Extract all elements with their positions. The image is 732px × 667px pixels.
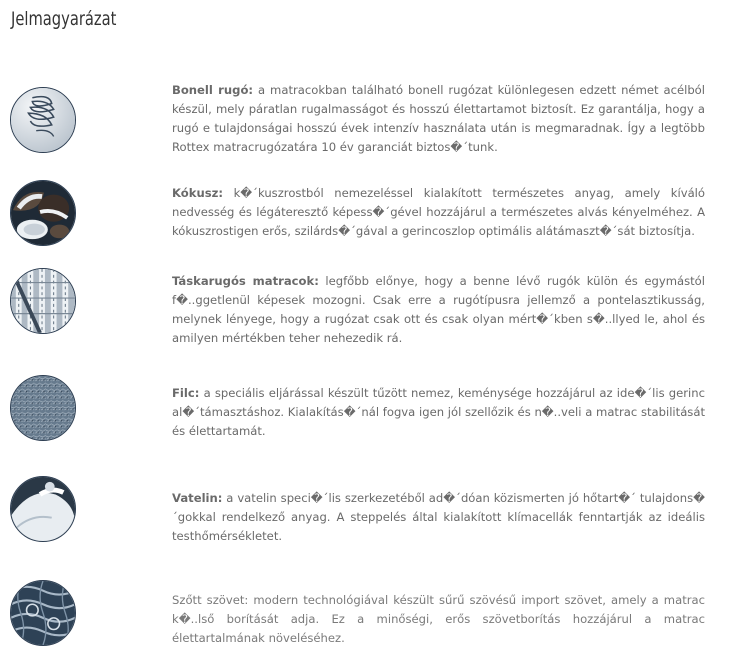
legend-term: Filc:	[172, 386, 200, 400]
legend-desc-szott-szovet	[172, 591, 705, 648]
spring-icon	[10, 87, 76, 153]
page-title: Jelmagyarázat	[11, 8, 117, 30]
woven-fabric-icon	[10, 580, 76, 646]
legend-term: Bonell rugó:	[172, 83, 254, 97]
legend-desc-bonell	[172, 81, 705, 157]
legend-desc-filc	[172, 384, 705, 441]
legend-desc-vatelin	[172, 489, 705, 546]
legend-term: Kókusz:	[172, 186, 223, 200]
pocket-spring-icon	[10, 268, 76, 334]
coconut-icon	[10, 180, 76, 246]
legend-text: k�´kuszrostból nemezeléssel kialakított természetes anyag, amely kíváló nedvesség és légáteresztő képess�´gével hozzájárul a természetes alvás kényelméhez. A kókuszrostigen erős, szilárds�´gával a gerincoszlop optimális alátámaszt�´sát biztosítja.	[172, 186, 705, 238]
legend-text: Szőtt szövet: modern technológiával készült sűrű szövésű import szövet, amely a matrac k�..lső borítását adja. Ez a minőségi, erős szövetborítás hozzájárul a matrac élettartalmának növeléséhez.	[172, 593, 705, 645]
wadding-icon	[10, 476, 76, 542]
legend-desc-taskarugos	[172, 272, 705, 348]
legend-text: legfőbb előnye, hogy a benne lévő rugók külön és egymástól f�..ggetlenül képesek mozogni. Csak erre a rugótípusra jellemző a pontelasztikusság, melynek lényege, hogy a rugózat csak ott és csak olyan mért�´kben s�..llyed le, ahol és amilyen mértékben teher nehezedik rá.	[172, 274, 706, 345]
legend-text: a speciális eljárással készült tűzött nemez, keménysége hozzájárul az ide�´lis gerinc al�´támasztáshoz. Kialakítás�´nál fogva igen jól szellőzik és n�..veli a matrac stabilitását és élettartamát.	[172, 386, 705, 438]
legend-term: Táskarugós matracok:	[172, 274, 319, 288]
legend-term: Vatelin:	[172, 491, 223, 505]
legend-text: a vatelin speci�´lis szerkezetéből ad�´dóan közismerten jó hőtart�´ tulajdons�´gokkal rendelkező anyag. A steppelés által kialakított klímacellák fenntartják az ideális testhőmérsékletet.	[172, 491, 705, 543]
legend-desc-kokusz	[172, 184, 705, 241]
felt-icon	[10, 375, 76, 441]
legend-text: a matracokban található bonell rugózat különlegesen edzett német acélból készül, mely páratlan rugalmasságot és hosszú élettartamot biztosít. Ez garantálja, hogy a rugó e tulajdonságai hosszú évek intenzív használata után is megmaradnak. Így a legtöbb Rottex matracrugózatára 10 év garanciát biztos�´tunk.	[172, 83, 705, 154]
